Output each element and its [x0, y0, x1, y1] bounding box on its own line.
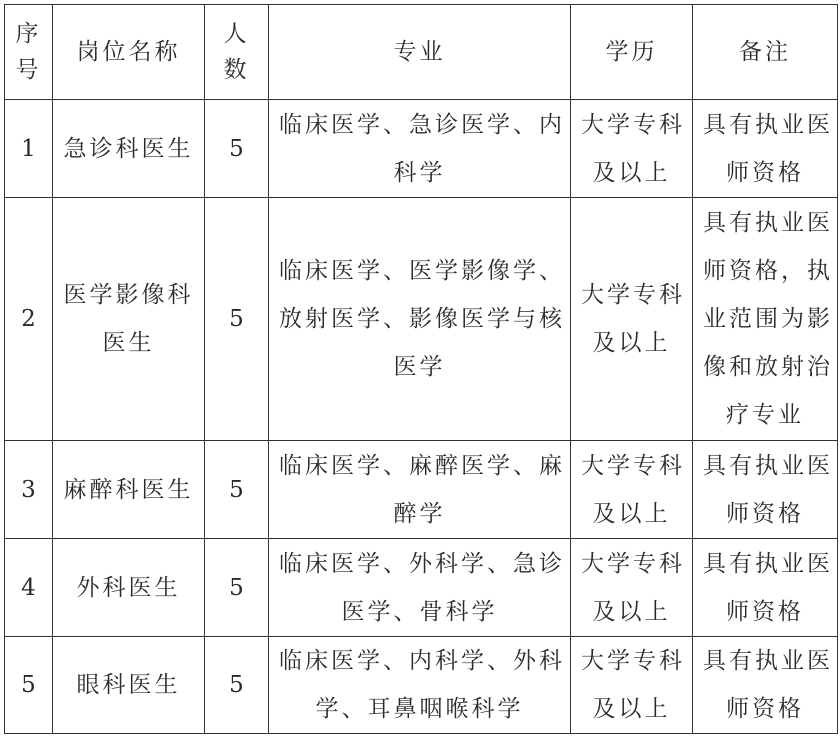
- cell-education: [571, 198, 693, 441]
- cell-position: [53, 539, 205, 637]
- cell-line: 大学专科: [581, 282, 685, 308]
- header-major: 专业: [269, 5, 571, 100]
- recruitment-table: [4, 4, 838, 734]
- cell-line: 具有执业医: [703, 210, 833, 236]
- cell-line: 医学、骨科学: [341, 598, 498, 625]
- cell-line: 大学专科: [581, 550, 685, 577]
- cell-line: 及以上: [592, 696, 671, 722]
- header-position: 岗位名称: [53, 5, 205, 100]
- cell-line: 科学: [393, 159, 446, 186]
- cell-line: 医学: [393, 354, 446, 380]
- table-row: [5, 100, 838, 198]
- cell-line: 具有执业医: [703, 550, 833, 577]
- cell-major: [269, 441, 571, 539]
- cell-line: 具有执业医: [703, 111, 833, 138]
- cell-line: 临床医学、急诊医学、内: [279, 111, 565, 138]
- cell-line: 医学影像科: [63, 282, 194, 308]
- cell-line: 临床医学、医学影像学、: [279, 258, 565, 284]
- cell-line: 醉学: [393, 500, 446, 527]
- cell-line: 大学专科: [581, 111, 685, 138]
- cell-line: 师资格: [726, 598, 804, 625]
- cell-line: 师资格，执: [703, 258, 833, 284]
- cell-line: 大学专科: [581, 648, 685, 674]
- cell-notes: [693, 100, 838, 198]
- cell-line: 师资格: [726, 696, 804, 722]
- cell-education: [571, 441, 693, 539]
- cell-notes: [693, 198, 838, 441]
- cell-major: [269, 637, 571, 734]
- cell-line: 外科医生: [76, 574, 181, 601]
- cell-line: 临床医学、麻醉医学、麻: [279, 452, 565, 479]
- cell-line: 像和放射治: [703, 354, 833, 380]
- table-row: [5, 539, 838, 637]
- cell-notes: [693, 539, 838, 637]
- cell-count: 5: [205, 441, 269, 539]
- cell-count: 5: [205, 198, 269, 441]
- cell-education: [571, 637, 693, 734]
- table-row: [5, 637, 838, 734]
- cell-position: [53, 198, 205, 441]
- cell-seq: 4: [5, 539, 53, 637]
- table-row: [5, 198, 838, 441]
- header-count: 人 数: [205, 5, 269, 100]
- header-row: [5, 5, 838, 100]
- cell-line: 医生: [102, 330, 155, 356]
- cell-position: [53, 637, 205, 734]
- cell-line: 急诊科医生: [63, 135, 194, 162]
- cell-major: [269, 100, 571, 198]
- cell-line: 临床医学、外科学、急诊: [279, 550, 565, 577]
- cell-line: 麻醉科医生: [63, 476, 194, 503]
- cell-line: 具有执业医: [703, 648, 833, 674]
- cell-line: 及以上: [592, 330, 671, 356]
- cell-position: [53, 441, 205, 539]
- cell-line: 及以上: [592, 500, 671, 527]
- cell-seq: 5: [5, 637, 53, 734]
- cell-line: 具有执业医: [703, 452, 833, 479]
- cell-line: 师资格: [726, 500, 804, 527]
- cell-line: 及以上: [592, 159, 671, 186]
- cell-line: 学、耳鼻咽喉科学: [315, 696, 524, 722]
- cell-line: 师资格: [726, 159, 804, 186]
- cell-line: 放射医学、影像医学与核: [279, 306, 565, 332]
- cell-line: 业范围为影: [703, 306, 833, 332]
- cell-count: 5: [205, 539, 269, 637]
- cell-position: [53, 100, 205, 198]
- cell-major: [269, 198, 571, 441]
- cell-seq: 1: [5, 100, 53, 198]
- header-notes: 备注: [693, 5, 838, 100]
- cell-count: 5: [205, 637, 269, 734]
- header-education: 学历: [571, 5, 693, 100]
- cell-line: 眼科医生: [76, 672, 181, 698]
- cell-count: 5: [205, 100, 269, 198]
- cell-line: 临床医学、内科学、外科: [279, 648, 565, 674]
- cell-notes: [693, 441, 838, 539]
- cell-education: [571, 100, 693, 198]
- cell-line: 疗专业: [726, 402, 804, 428]
- cell-education: [571, 539, 693, 637]
- cell-notes: [693, 637, 838, 734]
- cell-major: [269, 539, 571, 637]
- table-row: [5, 441, 838, 539]
- cell-seq: 2: [5, 198, 53, 441]
- cell-seq: 3: [5, 441, 53, 539]
- cell-line: 大学专科: [581, 452, 685, 479]
- header-seq: 序 号: [5, 5, 53, 100]
- cell-line: 及以上: [592, 598, 671, 625]
